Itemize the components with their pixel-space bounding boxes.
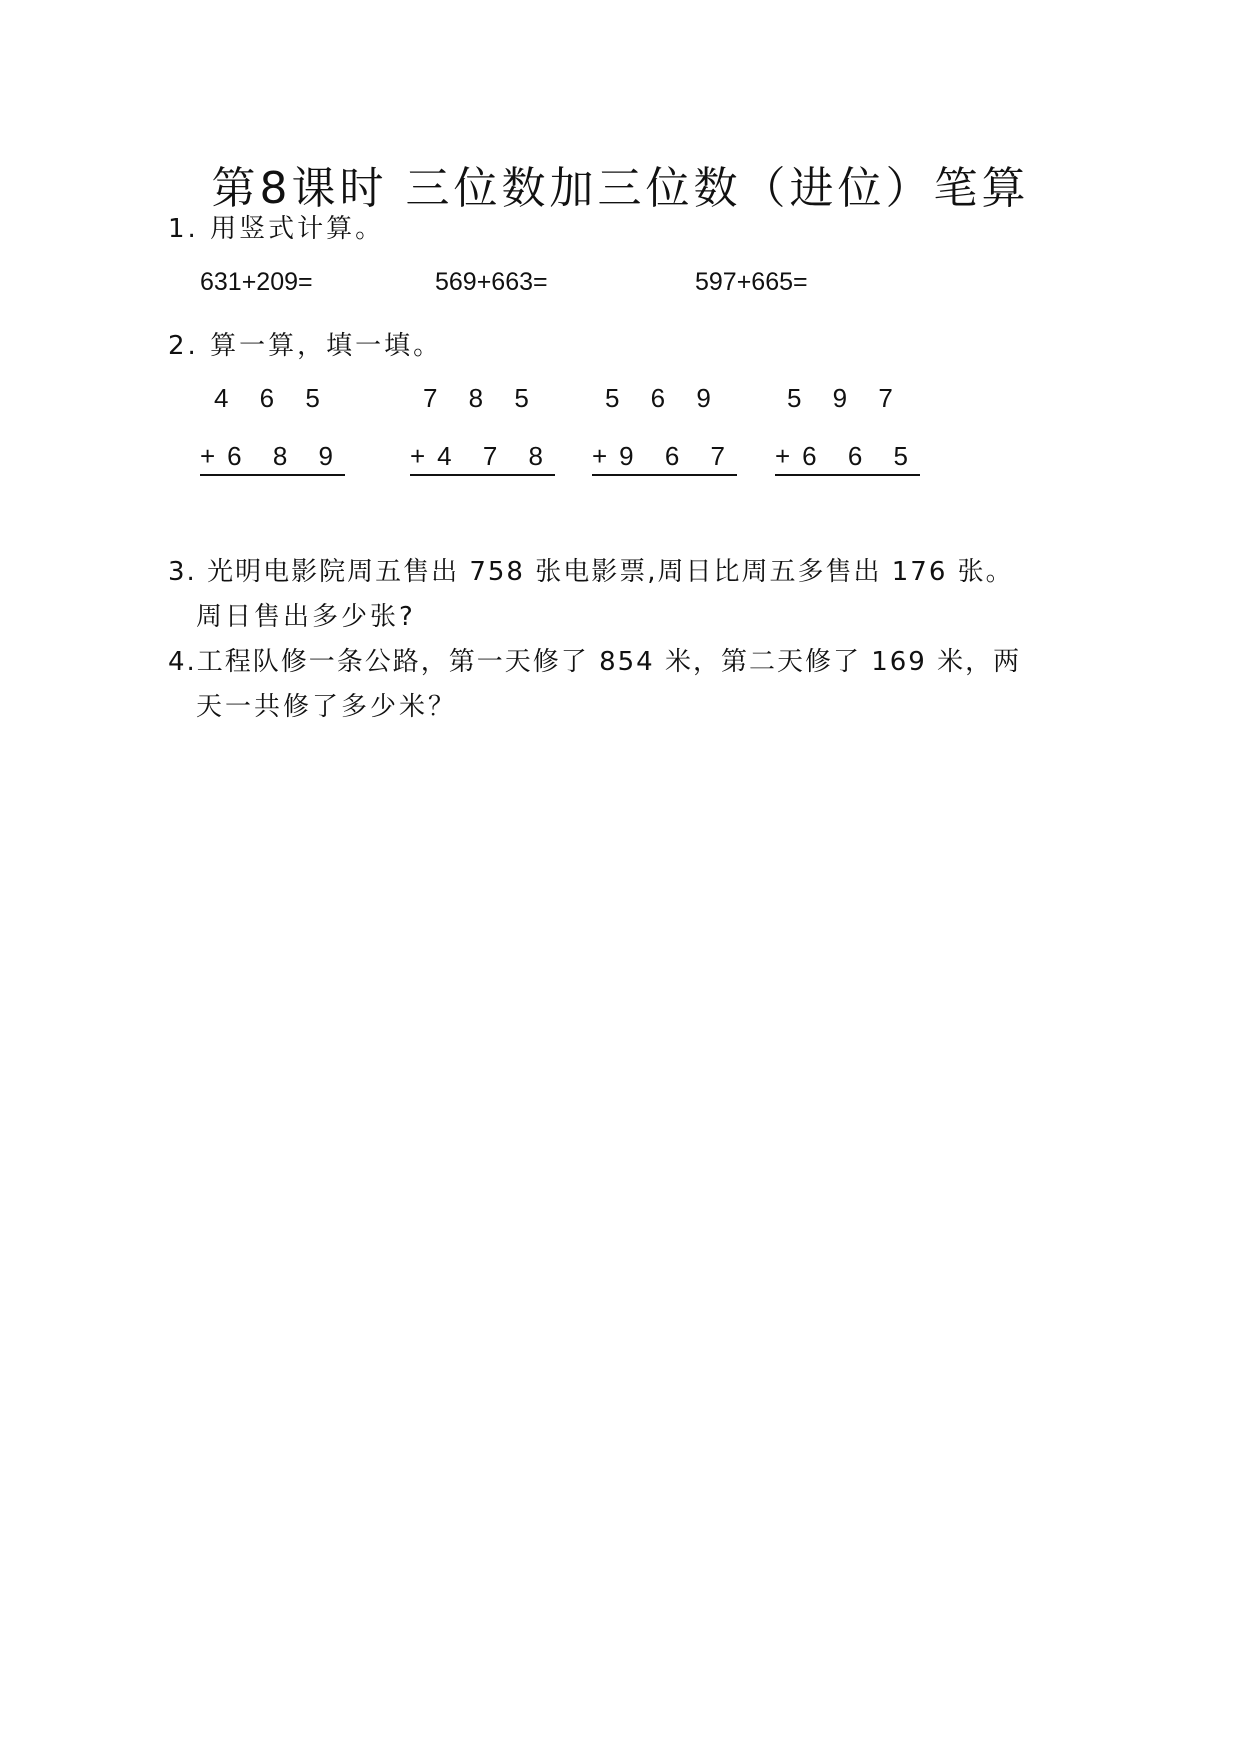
expression-1: 631+209= — [200, 268, 313, 296]
problem-3-top: 5 6 9 — [605, 383, 723, 413]
expression-2: 569+663= — [435, 268, 548, 296]
problem-4-bottom: +6 6 5 — [775, 441, 920, 476]
question-3-line-2: 周日售出多少张? — [196, 602, 416, 632]
question-2-label: 2. 算一算，填一填。 — [168, 331, 443, 361]
question-4-line-1: 4.工程队修一条公路，第一天修了 854 米，第二天修了 169 米，两 — [168, 647, 1022, 677]
problem-1-bottom: +6 8 9 — [200, 441, 345, 476]
problem-1-top: 4 6 5 — [214, 383, 332, 413]
problem-3-bottom: +9 6 7 — [592, 441, 737, 476]
problem-2-top: 7 8 5 — [423, 383, 541, 413]
page-title: 第8课时 三位数加三位数（进位）笔算 — [211, 163, 1030, 214]
question-4-line-2: 天一共修了多少米？ — [196, 692, 458, 722]
question-1-label: 1. 用竖式计算。 — [168, 214, 385, 244]
expression-3: 597+665= — [695, 268, 808, 296]
question-3-line-1: 3. 光明电影院周五售出 758 张电影票,周日比周五多售出 176 张。 — [168, 557, 1014, 587]
problem-4-top: 5 9 7 — [787, 383, 905, 413]
problem-2-bottom: +4 7 8 — [410, 441, 555, 476]
